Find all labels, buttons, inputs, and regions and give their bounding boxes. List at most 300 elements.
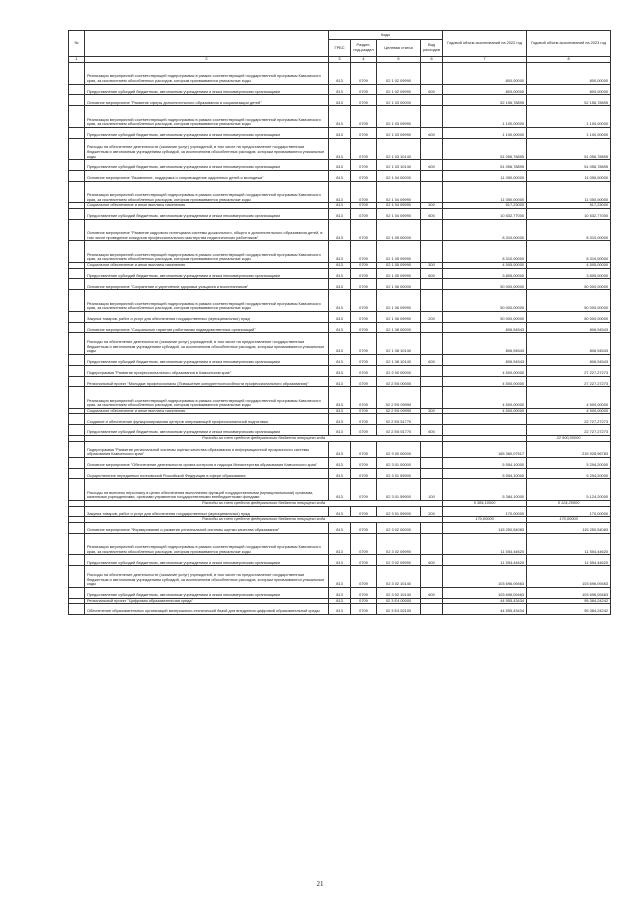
amount-2022-cell: 3 805,00000 [443, 268, 527, 279]
expense-type-cell [421, 414, 443, 425]
amount-2022-cell: 44 555,43434 [443, 604, 527, 615]
num-cell [69, 479, 85, 501]
grbs-cell: 813 [329, 170, 351, 181]
num-cell [69, 322, 85, 333]
amount-2022-cell: 51 056,78895 [443, 138, 527, 160]
amount-2023-cell: 8 310,00000 [527, 241, 611, 263]
amount-2023-cell: 8 310,00000 [527, 219, 611, 241]
table-row [69, 63, 611, 85]
amount-2022-cell: 170,00000 [443, 517, 527, 523]
target-article-cell: 02 1 06 09990 [377, 311, 421, 322]
expense-type-cell: 600 [421, 84, 443, 95]
num-cell [69, 106, 85, 128]
grbs-cell: 813 [329, 425, 351, 436]
amount-2022-cell: 103 696,09463 [443, 587, 527, 598]
table-row [69, 468, 611, 479]
razdel-cell: 0709 [351, 468, 377, 479]
amount-2022-cell: 11 554,44620 [443, 533, 527, 555]
amount-2022-cell: 4 505,00000 [443, 262, 527, 268]
target-article-cell: 02 1 03 10140 [377, 160, 421, 171]
grbs-cell: 813 [329, 106, 351, 128]
grbs-cell: 813 [329, 387, 351, 409]
amount-2023-cell: 51 056,78895 [527, 138, 611, 160]
num-cell [69, 290, 85, 312]
amount-2022-cell: 103 696,09463 [443, 566, 527, 588]
expense-type-cell [421, 138, 443, 160]
razdel-cell: 0709 [351, 208, 377, 219]
amount-2022-cell: 4 500,00000 [443, 365, 527, 376]
grbs-cell: 813 [329, 262, 351, 268]
target-article-cell: 02 1 03 09990 [377, 106, 421, 128]
amount-2023-cell: 215 928,96783 [527, 441, 611, 457]
table-row [69, 290, 611, 312]
amount-2023-cell: 11 050,00000 [527, 181, 611, 203]
num-cell [69, 506, 85, 517]
target-article-cell: 02 3 00 00000 [377, 441, 421, 457]
razdel-cell: 0709 [351, 160, 377, 171]
amount-2023-cell: 5 124,20000 [527, 479, 611, 501]
amount-2022-cell: 165 360,07517 [443, 441, 527, 457]
expense-type-cell [421, 523, 443, 534]
grbs-cell: 813 [329, 533, 351, 555]
amount-2022-cell: 5 384,10000 [443, 479, 527, 501]
expense-type-cell: 200 [421, 311, 443, 322]
index-cell: 4 [351, 57, 377, 63]
expense-type-cell [421, 290, 443, 312]
num-cell [69, 566, 85, 588]
num-cell [69, 441, 85, 457]
col-2022-header: Годовой объем ассигнований на 2022 год [443, 31, 527, 57]
amount-2022-cell: 5 554,10000 [443, 468, 527, 479]
grbs-cell: 813 [329, 268, 351, 279]
amount-2022-cell: 50 000,00000 [443, 279, 527, 290]
amount-2023-cell: 22 727,27273 [527, 425, 611, 436]
razdel-cell: 0709 [351, 387, 377, 409]
amount-2023-cell: 4 505,00000 [527, 262, 611, 268]
grbs-cell: 813 [329, 604, 351, 615]
razdel-cell: 0709 [351, 587, 377, 598]
num-cell [69, 219, 85, 241]
grbs-cell: 813 [329, 468, 351, 479]
target-article-cell: 02 1 04 09990 [377, 181, 421, 203]
item-name-cell: Предоставление субсидий бюджетным, автономным учреждениям и иным некоммерческим организациям [85, 555, 329, 566]
expense-type-cell: 600 [421, 425, 443, 436]
table-row [69, 414, 611, 425]
razdel-cell: 0709 [351, 457, 377, 468]
expense-type-cell: 600 [421, 208, 443, 219]
item-name-cell: Реализация мероприятий соответствующей подпрограммы в рамках соответствующей государственной программы Камчатского края, за исключением обособленных расходов, которым присваиваются уникальные коды [85, 106, 329, 128]
table-row [69, 457, 611, 468]
item-name-cell: Региональный проект "Цифровая образовательная среда" [85, 598, 329, 604]
num-cell [69, 354, 85, 365]
razdel-cell: 0709 [351, 598, 377, 604]
grbs-cell: 813 [329, 84, 351, 95]
expense-type-cell: 600 [421, 160, 443, 171]
num-cell [69, 138, 85, 160]
num-cell [69, 587, 85, 598]
table-row [69, 181, 611, 203]
item-name-cell: Расходы на обеспечение деятельности (оказание услуг) учреждений, в том числе на предоставление государственным бюджетным и автономным учреждениям субсидий, за исключением обособленных расходов, которым присваиваются уникальные коды [85, 333, 329, 355]
amount-2023-cell: 806,94543 [527, 354, 611, 365]
item-name-cell: Обеспечение образовательных организаций материально-технической базой для внедрения цифровой образовательной среды [85, 604, 329, 615]
col-name-header [85, 31, 329, 57]
index-cell: 7 [443, 57, 527, 63]
razdel-cell: 0709 [351, 84, 377, 95]
target-article-cell: 02 1 05 00000 [377, 219, 421, 241]
expense-type-cell: 300 [421, 262, 443, 268]
table-row [69, 84, 611, 95]
razdel-cell: 0709 [351, 425, 377, 436]
grbs-cell: 813 [329, 138, 351, 160]
target-article-cell: 02 2 00 00000 [377, 365, 421, 376]
expense-type-cell [421, 170, 443, 181]
item-name-cell: Осуществление переданных полномочий Российской Федерации в сфере образования [85, 468, 329, 479]
amount-2022-cell: 11 050,00000 [443, 170, 527, 181]
expense-type-cell [421, 365, 443, 376]
item-name-cell: Расходы на обеспечение деятельности (оказание услуг) учреждений, в том числе на предоставление государственным бюджетным и автономным учреждениям субсидий, за исключением обособленных расходов, которым присваиваются уникальные коды [85, 138, 329, 160]
amount-2023-cell: 170,00000 [527, 517, 611, 523]
expense-type-cell: 300 [421, 203, 443, 209]
target-article-cell: 02 3 01 59900 [377, 506, 421, 517]
target-article-cell: 02 2 E6 09990 [377, 387, 421, 409]
expense-type-cell [421, 106, 443, 128]
item-name-cell: Расходы на обеспечение деятельности (оказание услуг) учреждений, в том числе на предоставление государственным бюджетным и автономным учреждениям субсидий, за исключением обособленных расходов, которым присваиваются уникальные коды [85, 566, 329, 588]
item-name-cell: Расходы на выплаты персоналу в целях обеспечения выполнения функций государственными (муниципальными) органами, казенными учреждениями, органами управления государственными внебюджетными фондами [85, 479, 329, 501]
table-row [69, 279, 611, 290]
table-row [69, 127, 611, 138]
expense-type-cell [421, 566, 443, 588]
table-row [69, 322, 611, 333]
target-article-cell: 02 1 02 09990 [377, 84, 421, 95]
grbs-cell: 813 [329, 63, 351, 85]
amount-2022-cell: 5 384,10000 [443, 501, 527, 507]
target-article-cell: 02 1 08 10140 [377, 333, 421, 355]
amount-2023-cell: 4 500,00000 [527, 408, 611, 414]
grbs-cell: 813 [329, 479, 351, 501]
item-name-cell: Реализация мероприятий соответствующей подпрограммы в рамках соответствующей государственной программы Камчатского края, за исключением обособленных расходов, которым присваиваются уникальные коды [85, 387, 329, 409]
expense-type-cell: 200 [421, 506, 443, 517]
target-article-cell: 02 3 02 00000 [377, 523, 421, 534]
target-article-cell: 02 1 06 00000 [377, 279, 421, 290]
target-article-cell: 02 1 04 09990 [377, 203, 421, 209]
num-cell [69, 555, 85, 566]
num-cell [69, 604, 85, 615]
expense-type-cell [421, 333, 443, 355]
amount-2023-cell: 50 000,00000 [527, 311, 611, 322]
codes-group-header: Коды [329, 31, 443, 40]
amount-2022-cell [443, 425, 527, 436]
razdel-cell: 0709 [351, 127, 377, 138]
table-row [69, 587, 611, 598]
expense-type-cell: 600 [421, 354, 443, 365]
col-razdel-header: Раздел, под-раздел [351, 40, 377, 57]
razdel-cell: 0709 [351, 376, 377, 387]
amount-2022-cell: 4 500,00000 [443, 387, 527, 409]
grbs-cell: 813 [329, 506, 351, 517]
amount-2022-cell: 51 056,78895 [443, 160, 527, 171]
item-name-cell: Реализация мероприятий соответствующей подпрограммы в рамках соответствующей государственной программы Камчатского края, за исключением обособленных расходов, которым присваиваются уникальные коды [85, 533, 329, 555]
item-name-cell: Предоставление субсидий бюджетным, автономным учреждениям и иным некоммерческим организациям [85, 84, 329, 95]
grbs-cell: 813 [329, 208, 351, 219]
razdel-cell: 0709 [351, 63, 377, 85]
amount-2022-cell: 1 100,00000 [443, 127, 527, 138]
col-vr-header: Вид расходов [421, 40, 443, 57]
col-2023-header: Годовой объем ассигнований на 2023 год [527, 31, 611, 57]
amount-2023-cell: 50 000,00000 [527, 290, 611, 312]
grbs-cell: 813 [329, 322, 351, 333]
num-cell [69, 95, 85, 106]
table-row [69, 219, 611, 241]
target-article-cell: 02 3 01 59900 [377, 479, 421, 501]
amount-2022-cell: 50 000,00000 [443, 311, 527, 322]
expense-type-cell [421, 533, 443, 555]
amount-2023-cell: 170,00000 [527, 506, 611, 517]
expense-type-cell [421, 95, 443, 106]
expense-type-cell: 300 [421, 408, 443, 414]
table-row [69, 333, 611, 355]
amount-2023-cell: 3 805,00000 [527, 268, 611, 279]
num-cell [69, 311, 85, 322]
expense-type-cell: 600 [421, 555, 443, 566]
target-article-cell: 02 2 E6 00000 [377, 376, 421, 387]
target-article-cell: 02 3 E4 00000 [377, 598, 421, 604]
razdel-cell: 0709 [351, 203, 377, 209]
table-row [69, 604, 611, 615]
item-name-cell: Социальное обеспечение и иные выплаты населению [85, 408, 329, 414]
razdel-cell: 0709 [351, 408, 377, 414]
note-text-cell: Расходы за счет средств федерального бюджета текущего года [85, 517, 443, 523]
item-name-cell: Региональный проект "Молодые профессионалы (Повышение конкурентоспособности профессионального образования)" [85, 376, 329, 387]
target-article-cell: 02 3 02 09990 [377, 555, 421, 566]
grbs-cell: 813 [329, 408, 351, 414]
grbs-cell: 813 [329, 203, 351, 209]
grbs-cell: 813 [329, 279, 351, 290]
item-name-cell: Социальное обеспечение и иные выплаты населению [85, 262, 329, 268]
table-row [69, 106, 611, 128]
table-body [69, 63, 611, 615]
table-row [69, 523, 611, 534]
num-cell [69, 279, 85, 290]
target-article-cell: 02 1 05 09990 [377, 268, 421, 279]
item-name-cell: Подпрограмма "Развитие региональной системы оценки качества образования и информационной прозрачности системы образования Камчатского края" [85, 441, 329, 457]
razdel-cell: 0709 [351, 268, 377, 279]
target-article-cell: 02 1 04 00000 [377, 170, 421, 181]
razdel-cell: 0709 [351, 533, 377, 555]
razdel-cell: 0709 [351, 170, 377, 181]
item-name-cell: Предоставление субсидий бюджетным, автономным учреждениям и иным некоммерческим организациям [85, 127, 329, 138]
amount-2022-cell: 1 100,00000 [443, 106, 527, 128]
table-row [69, 566, 611, 588]
target-article-cell: 02 3 E4 52100 [377, 604, 421, 615]
item-name-cell: Закупка товаров, работ и услуг для обеспечения государственных (муниципальных) нужд [85, 311, 329, 322]
amount-2023-cell: 103 696,09463 [527, 587, 611, 598]
target-article-cell: 02 1 03 10140 [377, 138, 421, 160]
num-cell [69, 414, 85, 425]
table-row [69, 365, 611, 376]
target-article-cell: 02 3 02 10140 [377, 566, 421, 588]
amount-2023-cell: 50 000,00000 [527, 279, 611, 290]
num-cell [69, 170, 85, 181]
item-name-cell: Предоставление субсидий бюджетным, автономным учреждениям и иным некоммерческим организациям [85, 268, 329, 279]
table-row [69, 160, 611, 171]
amount-2022-cell: 52 156,78895 [443, 95, 527, 106]
razdel-cell: 0709 [351, 262, 377, 268]
amount-2023-cell: 11 554,44620 [527, 533, 611, 555]
num-cell [69, 333, 85, 355]
item-name-cell: Закупка товаров, работ и услуг для обеспечения государственных (муниципальных) нужд [85, 506, 329, 517]
grbs-cell: 813 [329, 376, 351, 387]
grbs-cell: 813 [329, 181, 351, 203]
expense-type-cell [421, 279, 443, 290]
item-name-cell: Основное мероприятие "Развитие сферы дополнительного образования и социализации детей" [85, 95, 329, 106]
item-name-cell: Подпрограмма "Развитие профессионального образования в Камчатском крае" [85, 365, 329, 376]
amount-2022-cell: 44 555,43434 [443, 598, 527, 604]
num-cell [69, 365, 85, 376]
num-cell [69, 523, 85, 534]
num-cell [69, 376, 85, 387]
expense-type-cell: 600 [421, 268, 443, 279]
grbs-cell: 813 [329, 311, 351, 322]
item-name-cell: Основное мероприятие "Развитие кадрового потенциала системы дошкольного, общего и дополнительного образования детей, в том числе проведение конкурсов профессионального мастерства педагогических работников" [85, 219, 329, 241]
num-cell [69, 268, 85, 279]
amount-2023-cell: 5 294,20000 [527, 457, 611, 468]
razdel-cell: 0709 [351, 414, 377, 425]
col-num-header: № [69, 31, 85, 57]
grbs-cell: 813 [329, 457, 351, 468]
table-row [69, 533, 611, 555]
amount-2022-cell: 800,00000 [443, 63, 527, 85]
amount-2023-cell: 4 500,00000 [527, 387, 611, 409]
target-article-cell: 02 3 02 09990 [377, 533, 421, 555]
amount-2022-cell: 170,00000 [443, 506, 527, 517]
razdel-cell: 0709 [351, 106, 377, 128]
target-article-cell: 02 3 02 10140 [377, 587, 421, 598]
razdel-cell: 0709 [351, 566, 377, 588]
razdel-cell: 0709 [351, 479, 377, 501]
amount-2023-cell: 800,00000 [527, 84, 611, 95]
grbs-cell: 813 [329, 241, 351, 263]
expense-type-cell: 600 [421, 127, 443, 138]
index-cell: 8 [527, 57, 611, 63]
expense-type-cell [421, 376, 443, 387]
expense-type-cell [421, 604, 443, 615]
expense-type-cell [421, 241, 443, 263]
table-row [69, 441, 611, 457]
razdel-cell: 0709 [351, 181, 377, 203]
amount-2022-cell [443, 414, 527, 425]
item-name-cell: Основное мероприятие "Обеспечение деятельности органа контроля и надзора Министерства образования Камчатского края" [85, 457, 329, 468]
target-article-cell: 02 1 05 09990 [377, 262, 421, 268]
num-cell [69, 241, 85, 263]
amount-2023-cell: 27 227,27273 [527, 376, 611, 387]
amount-2022-cell: 517,23000 [443, 203, 527, 209]
amount-2023-cell: 5 124,20000 [527, 501, 611, 507]
num-cell [69, 533, 85, 555]
table-row [69, 354, 611, 365]
amount-2022-cell: 4 500,00000 [443, 408, 527, 414]
num-cell [69, 457, 85, 468]
item-name-cell: Предоставление субсидий бюджетным, автономным учреждениям и иным некоммерческим организациям [85, 354, 329, 365]
amount-2022-cell: 806,94543 [443, 333, 527, 355]
num-cell [69, 387, 85, 409]
amount-2023-cell: 95 384,24242 [527, 604, 611, 615]
target-article-cell: 02 1 05 09990 [377, 241, 421, 263]
item-name-cell: Основное мероприятие "Выявление, поддержка и сопровождение одаренных детей и молодежи" [85, 170, 329, 181]
grbs-cell: 813 [329, 127, 351, 138]
table-header [69, 31, 611, 63]
expense-type-cell [421, 457, 443, 468]
grbs-cell: 813 [329, 587, 351, 598]
amount-2023-cell: 11 554,44620 [527, 555, 611, 566]
num-cell [69, 160, 85, 171]
table-row [69, 170, 611, 181]
razdel-cell: 0709 [351, 219, 377, 241]
razdel-cell: 0709 [351, 523, 377, 534]
num-cell [69, 181, 85, 203]
table-row [69, 387, 611, 409]
item-name-cell: Предоставление субсидий бюджетным, автономным учреждениям и иным некоммерческим организациям [85, 425, 329, 436]
index-cell: 2 [85, 57, 329, 63]
razdel-cell: 0709 [351, 322, 377, 333]
grbs-cell: 813 [329, 290, 351, 312]
razdel-cell: 0709 [351, 95, 377, 106]
amount-2023-cell: 800,00000 [527, 63, 611, 85]
grbs-cell: 813 [329, 365, 351, 376]
item-name-cell: Социальное обеспечение и иные выплаты населению [85, 203, 329, 209]
razdel-cell: 0709 [351, 354, 377, 365]
amount-2022-cell: 806,94543 [443, 322, 527, 333]
grbs-cell: 813 [329, 566, 351, 588]
table-row [69, 506, 611, 517]
item-name-cell: Реализация мероприятий соответствующей подпрограммы в рамках соответствующей государственной программы Камчатского края, за исключением обособленных расходов, которым присваиваются уникальные коды [85, 241, 329, 263]
table-row [69, 138, 611, 160]
amount-2023-cell: 52 156,78895 [527, 95, 611, 106]
amount-2023-cell: 10 532,77000 [527, 208, 611, 219]
amount-2022-cell: 10 532,77000 [443, 208, 527, 219]
table-row [69, 425, 611, 436]
item-name-cell: Предоставление субсидий бюджетным, автономным учреждениям и иным некоммерческим организациям [85, 160, 329, 171]
item-name-cell: Создание и обеспечение функционирования центров опережающей профессиональной подготовки [85, 414, 329, 425]
amount-2023-cell: 5 294,20000 [527, 468, 611, 479]
razdel-cell: 0709 [351, 365, 377, 376]
razdel-cell: 0709 [351, 241, 377, 263]
razdel-cell: 0709 [351, 279, 377, 290]
razdel-cell: 0709 [351, 138, 377, 160]
razdel-cell: 0709 [351, 555, 377, 566]
grbs-cell: 813 [329, 160, 351, 171]
target-article-cell: 02 1 03 00000 [377, 95, 421, 106]
item-name-cell: Предоставление субсидий бюджетным, автономным учреждениям и иным некоммерческим организациям [85, 587, 329, 598]
grbs-cell: 813 [329, 354, 351, 365]
amount-2022-cell: 8 310,00000 [443, 241, 527, 263]
expense-type-cell [421, 441, 443, 457]
amount-2023-cell: 22 727,27273 [527, 414, 611, 425]
table-row [69, 268, 611, 279]
note-text-cell: Расходы за счет средств федерального бюджета текущего года [85, 501, 443, 507]
table-row [69, 479, 611, 501]
amount-2023-cell: 95 384,24242 [527, 598, 611, 604]
amount-2022-cell: 5 554,10000 [443, 457, 527, 468]
grbs-cell: 813 [329, 219, 351, 241]
num-cell [69, 84, 85, 95]
target-article-cell: 02 1 03 09990 [377, 127, 421, 138]
amount-2022-cell: 800,00000 [443, 84, 527, 95]
target-article-cell: 02 3 01 00000 [377, 457, 421, 468]
target-article-cell: 02 2 E6 51770 [377, 414, 421, 425]
amount-2022-cell: 11 554,44620 [443, 555, 527, 566]
budget-table [68, 30, 611, 615]
grbs-cell: 813 [329, 95, 351, 106]
